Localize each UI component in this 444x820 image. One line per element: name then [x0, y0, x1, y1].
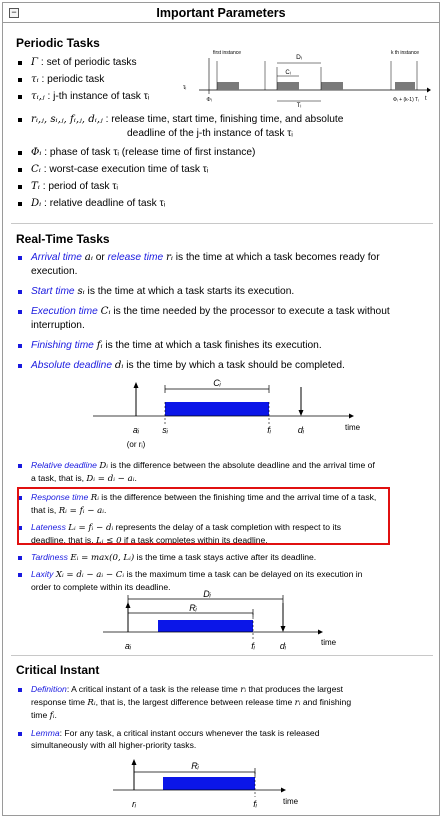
relative-deadline-label: Dᵢ [203, 589, 211, 599]
list-item: Definition: A critical instant of a task is the release time rᵢ that produces the largest response time Rᵢ, that is, the largest difference between release time rᵢ and finishing time fᵢ. [15, 683, 367, 722]
time-axis-label: t [425, 96, 427, 102]
list-item: Absolute deadline dᵢ is the time by which a task should be completed. [15, 359, 407, 373]
release-alias-label: (or rᵢ) [126, 440, 146, 449]
real-time-tasks-title: Real-Time Tasks [16, 232, 110, 246]
time-axis-label: time [283, 797, 299, 806]
execution-time-label: Cᵢ [213, 378, 221, 388]
critical-instant-diagram [113, 757, 323, 813]
deadline-label: dᵢ [297, 425, 305, 435]
response-time-diagram [103, 587, 363, 657]
start-label: sᵢ [162, 425, 168, 435]
list-item: Lateness Lᵢ = fᵢ − dᵢ represents the delay of a task completion with respect to its deadline, that is, Lᵢ ≤ 0 if a task completes within its deadline. [15, 521, 377, 547]
list-item: Φᵢ : phase of task τᵢ (release time of first instance) [15, 146, 425, 160]
execution-bar [277, 82, 299, 90]
task-timing-diagram [93, 375, 393, 455]
time-axis-label: time [321, 638, 337, 647]
list-item: Arrival time aᵢ or release time rᵢ is the time at which a task becomes ready for execution. [15, 251, 407, 279]
deadline-label: dᵢ [279, 641, 287, 651]
list-item: τᵢ : periodic task [15, 73, 230, 87]
finish-label: fᵢ [253, 799, 257, 809]
list-item: Finishing time fᵢ is the time at which a task finishes its execution. [15, 339, 407, 353]
finish-label: fᵢ [251, 641, 255, 651]
execution-bar [321, 82, 343, 90]
list-item: Lemma: For any task, a critical instant occurs whenever the task is released simultaneously with all higher-priority tasks. [15, 727, 367, 751]
list-item: rᵢ,ⱼ, sᵢ,ⱼ, fᵢ,ⱼ, dᵢ,ⱼ : release time, start time, finishing time, and absolute deadline of the j-th instance of task τᵢ [15, 113, 425, 141]
highlight-box [17, 487, 390, 545]
execution-time-label: Cᵢ [285, 70, 291, 76]
periodic-tasks-title: Periodic Tasks [16, 36, 100, 50]
first-instance-label: first instance [212, 50, 242, 56]
periodic-symbol-list [15, 56, 230, 104]
real-time-definitions [15, 251, 407, 373]
list-item: Tᵢ : period of task τᵢ [15, 180, 425, 194]
collapse-icon[interactable]: − [9, 8, 19, 18]
periodic-symbol-list-2 [15, 113, 425, 211]
list-item: Laxity Xᵢ = dᵢ − aᵢ − Cᵢ is the maximum time a task can be delayed on its execution in order to complete within its deadline. [15, 568, 377, 593]
kth-release-label: Φᵢ + (k-1) Tᵢ [393, 97, 419, 103]
relative-deadline-label: Dᵢ [296, 54, 302, 61]
list-item: Cᵢ : worst-case execution time of task τᵢ [15, 163, 425, 177]
list-item: Relative deadline Dᵢ is the difference between the absolute deadline and the arrival time of a task, that is, Dᵢ = dᵢ − aᵢ. [15, 459, 377, 485]
panel-title: Important Parameters [156, 6, 286, 20]
kth-instance-label: k th instance [390, 50, 420, 56]
finish-label: fᵢ [267, 425, 271, 435]
section-divider [11, 223, 433, 224]
list-item: Execution time Cᵢ is the time needed by the processor to execute a task without interruption. [15, 305, 407, 333]
tau-label: τᵢ [183, 85, 187, 91]
panel-header [3, 3, 439, 23]
list-item: τᵢ,ⱼ : j-th instance of task τᵢ [15, 90, 230, 104]
list-item: Response time Rᵢ is the difference between the finishing time and the arrival time of a task, that is, Rᵢ = fᵢ − aᵢ. [15, 491, 377, 517]
list-item: Tardiness Eᵢ = max(0, Lᵢ) is the time a task stays active after its deadline. [15, 551, 377, 564]
phase-label: Φᵢ [206, 97, 212, 103]
section-divider [11, 655, 433, 656]
release-label: rᵢ [131, 799, 137, 809]
response-time-label: Rᵢ [191, 761, 199, 771]
arrival-label: aᵢ [132, 425, 140, 435]
critical-instant-list [15, 683, 367, 751]
critical-instant-title: Critical Instant [16, 663, 100, 677]
list-item: Start time sᵢ is the time at which a task starts its execution. [15, 285, 407, 299]
list-item: Γ : set of periodic tasks [15, 56, 230, 70]
execution-bar [158, 620, 253, 632]
execution-bar [395, 82, 415, 90]
time-axis-label: time [345, 423, 361, 432]
timeline-arrowhead [427, 88, 431, 93]
parameters-panel [2, 2, 440, 816]
arrival-label: aᵢ [124, 641, 132, 651]
execution-bar [165, 402, 269, 416]
list-item: Dᵢ : relative deadline of task τᵢ [15, 197, 425, 211]
response-time-label: Rᵢ [189, 603, 197, 613]
period-label: Tᵢ [296, 103, 302, 109]
execution-bar [163, 777, 255, 790]
